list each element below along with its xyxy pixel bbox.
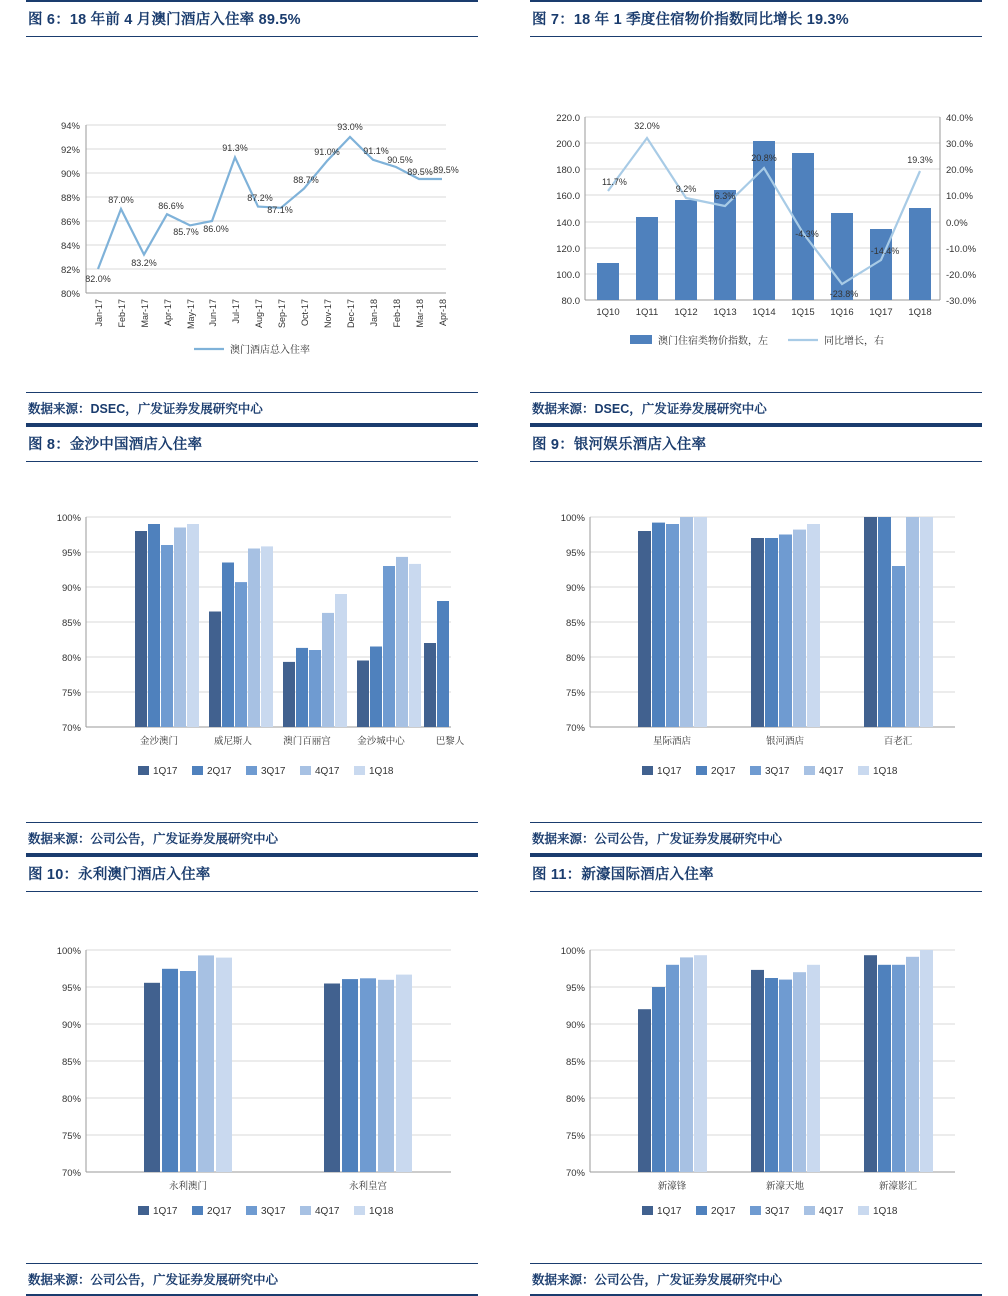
svg-text:Dec-17: Dec-17 [346, 299, 356, 329]
svg-text:89.5%: 89.5% [407, 167, 433, 177]
svg-text:70%: 70% [61, 1168, 81, 1179]
svg-text:4Q17: 4Q17 [315, 1206, 340, 1217]
svg-text:100%: 100% [560, 946, 585, 957]
svg-text:2Q17: 2Q17 [207, 766, 232, 777]
svg-text:1Q18: 1Q18 [908, 307, 932, 318]
svg-text:160.0: 160.0 [556, 191, 580, 202]
svg-text:同比增长，右: 同比增长，右 [824, 336, 884, 347]
svg-text:70%: 70% [565, 723, 585, 734]
svg-text:星际酒店: 星际酒店 [652, 736, 692, 747]
svg-text:银河酒店: 银河酒店 [765, 736, 805, 747]
svg-text:19.3%: 19.3% [907, 155, 933, 165]
fig11-svg [530, 892, 982, 1232]
svg-text:200.0: 200.0 [556, 139, 580, 150]
svg-text:4Q17: 4Q17 [819, 766, 844, 777]
svg-text:87.1%: 87.1% [267, 205, 293, 215]
svg-text:Feb-18: Feb-18 [392, 299, 402, 328]
svg-text:80%: 80% [565, 1094, 585, 1105]
svg-text:85%: 85% [565, 1057, 585, 1068]
svg-text:1Q17: 1Q17 [657, 1206, 682, 1217]
svg-text:Sep-17: Sep-17 [277, 299, 287, 329]
svg-text:3Q17: 3Q17 [765, 766, 790, 777]
panel-fig8 [0, 425, 504, 855]
fig10-source: 数据来源：公司公告，广发证券发展研究中心 [28, 1273, 279, 1287]
svg-text:Oct-17: Oct-17 [300, 299, 310, 327]
svg-text:新濠影汇: 新濠影汇 [878, 1181, 918, 1192]
fig7-source-rule [530, 392, 982, 393]
svg-text:1Q15: 1Q15 [791, 307, 815, 318]
svg-text:91.3%: 91.3% [222, 143, 248, 153]
fig9-svg [530, 462, 982, 792]
svg-text:4Q17: 4Q17 [819, 1206, 844, 1217]
svg-text:-30.0%: -30.0% [946, 296, 977, 307]
svg-text:70%: 70% [61, 723, 81, 734]
svg-text:1Q11: 1Q11 [635, 307, 659, 318]
fig9-chart [530, 462, 982, 797]
fig9-source: 数据来源：公司公告，广发证券发展研究中心 [532, 832, 783, 846]
svg-text:82%: 82% [60, 265, 80, 276]
fig8-chart [26, 462, 478, 797]
svg-text:84%: 84% [60, 241, 80, 252]
svg-text:86%: 86% [60, 217, 80, 228]
svg-text:Apr-17: Apr-17 [163, 299, 173, 327]
panel-fig10 [0, 855, 504, 1296]
svg-text:95%: 95% [565, 548, 585, 559]
svg-text:90.5%: 90.5% [387, 155, 413, 165]
svg-text:3Q17: 3Q17 [765, 1206, 790, 1217]
fig7-title: 图 7：18 年 1 季度住宿物价指数同比增长 19.3% [530, 2, 982, 37]
svg-text:87.2%: 87.2% [247, 193, 273, 203]
svg-text:1Q10: 1Q10 [596, 307, 620, 318]
fig10-svg [26, 892, 478, 1232]
svg-text:20.0%: 20.0% [946, 165, 973, 176]
svg-text:95%: 95% [61, 983, 81, 994]
svg-text:澳门百丽宫: 澳门百丽宫 [283, 736, 331, 747]
svg-text:86.0%: 86.0% [203, 224, 229, 234]
svg-text:83.2%: 83.2% [131, 258, 157, 268]
fig11-source-rule [530, 1263, 982, 1264]
fig8-svg [26, 462, 478, 792]
svg-text:2Q17: 2Q17 [711, 1206, 736, 1217]
svg-text:70%: 70% [565, 1168, 585, 1179]
svg-text:2Q17: 2Q17 [207, 1206, 232, 1217]
svg-text:80%: 80% [565, 653, 585, 664]
svg-text:1Q17: 1Q17 [153, 1206, 178, 1217]
fig7-source: 数据来源：DSEC，广发证券发展研究中心 [532, 402, 767, 416]
panel-fig9 [504, 425, 1008, 855]
svg-text:-4.3%: -4.3% [795, 229, 819, 239]
svg-text:4Q17: 4Q17 [315, 766, 340, 777]
svg-text:88%: 88% [60, 193, 80, 204]
svg-text:May-17: May-17 [186, 299, 196, 330]
fig6-source-rule [26, 392, 478, 393]
svg-text:89.5%: 89.5% [433, 165, 459, 175]
svg-text:85%: 85% [61, 1057, 81, 1068]
svg-text:120.0: 120.0 [556, 244, 580, 255]
svg-text:93.0%: 93.0% [337, 122, 363, 132]
svg-text:90%: 90% [61, 583, 81, 594]
svg-text:1Q18: 1Q18 [369, 1206, 394, 1217]
fig11-chart [530, 892, 982, 1237]
svg-text:85.7%: 85.7% [173, 227, 199, 237]
svg-text:Feb-17: Feb-17 [117, 299, 127, 328]
fig6-chart [26, 37, 478, 362]
svg-text:75%: 75% [565, 1131, 585, 1142]
svg-text:90%: 90% [60, 169, 80, 180]
fig6-svg [26, 37, 478, 357]
svg-text:Aug-17: Aug-17 [254, 299, 264, 329]
svg-text:85%: 85% [565, 618, 585, 629]
svg-text:金沙城中心: 金沙城中心 [357, 736, 405, 747]
svg-text:1Q16: 1Q16 [830, 307, 854, 318]
fig10-title: 图 10：永利澳门酒店入住率 [26, 857, 478, 892]
svg-text:9.2%: 9.2% [675, 184, 697, 194]
panel-fig11 [504, 855, 1008, 1296]
svg-text:永利澳门: 永利澳门 [168, 1181, 208, 1192]
svg-text:1Q18: 1Q18 [873, 766, 898, 777]
svg-text:94%: 94% [60, 121, 80, 132]
fig10-chart [26, 892, 478, 1237]
panel-fig6 [0, 0, 504, 425]
fig8-source: 数据来源：公司公告，广发证券发展研究中心 [28, 832, 279, 846]
svg-text:100%: 100% [56, 513, 81, 524]
fig6-source: 数据来源：DSEC，广发证券发展研究中心 [28, 402, 263, 416]
svg-text:75%: 75% [61, 1131, 81, 1142]
fig11-source: 数据来源：公司公告，广发证券发展研究中心 [532, 1273, 783, 1287]
svg-text:0.0%: 0.0% [946, 218, 968, 229]
svg-text:1Q18: 1Q18 [873, 1206, 898, 1217]
svg-text:百老汇: 百老汇 [883, 736, 913, 747]
svg-text:1Q17: 1Q17 [657, 766, 682, 777]
svg-text:Jan-18: Jan-18 [369, 299, 379, 327]
svg-text:82.0%: 82.0% [85, 274, 111, 284]
svg-text:1Q17: 1Q17 [869, 307, 893, 318]
svg-text:95%: 95% [61, 548, 81, 559]
svg-text:新濠锋: 新濠锋 [657, 1181, 687, 1192]
svg-text:-14.4%: -14.4% [870, 246, 900, 256]
svg-text:90%: 90% [565, 583, 585, 594]
svg-text:1Q17: 1Q17 [153, 766, 178, 777]
svg-text:180.0: 180.0 [556, 165, 580, 176]
svg-text:2Q17: 2Q17 [711, 766, 736, 777]
svg-text:10.0%: 10.0% [946, 191, 973, 202]
svg-text:20.8%: 20.8% [751, 153, 777, 163]
svg-text:-23.8%: -23.8% [829, 289, 859, 299]
svg-text:30.0%: 30.0% [946, 139, 973, 150]
svg-text:Mar-18: Mar-18 [415, 299, 425, 328]
svg-text:100%: 100% [56, 946, 81, 957]
svg-text:80.0: 80.0 [561, 296, 580, 307]
svg-text:80%: 80% [60, 289, 80, 300]
svg-text:6.3%: 6.3% [714, 191, 736, 201]
svg-text:新濠天地: 新濠天地 [765, 1181, 805, 1192]
fig9-title: 图 9：银河娱乐酒店入住率 [530, 427, 982, 462]
svg-text:91.0%: 91.0% [314, 147, 340, 157]
svg-text:Jun-17: Jun-17 [208, 299, 218, 327]
svg-text:1Q18: 1Q18 [369, 766, 394, 777]
svg-text:32.0%: 32.0% [634, 121, 660, 131]
fig8-source-rule [26, 822, 478, 823]
fig7-chart [530, 37, 982, 362]
panel-fig7 [504, 0, 1008, 425]
svg-text:91.1%: 91.1% [363, 146, 389, 156]
svg-text:巴黎人: 巴黎人 [435, 736, 465, 747]
svg-text:90%: 90% [61, 1020, 81, 1031]
svg-text:95%: 95% [565, 983, 585, 994]
svg-text:1Q12: 1Q12 [674, 307, 698, 318]
fig6-title: 图 6：18 年前 4 月澳门酒店入住率 89.5% [26, 2, 478, 37]
svg-text:75%: 75% [565, 688, 585, 699]
svg-text:80%: 80% [61, 653, 81, 664]
svg-text:220.0: 220.0 [556, 113, 580, 124]
svg-text:87.0%: 87.0% [108, 195, 134, 205]
svg-text:75%: 75% [61, 688, 81, 699]
svg-text:100%: 100% [560, 513, 585, 524]
fig8-title: 图 8：金沙中国酒店入住率 [26, 427, 478, 462]
svg-text:100.0: 100.0 [556, 270, 580, 281]
svg-text:86.6%: 86.6% [158, 201, 184, 211]
svg-text:92%: 92% [60, 145, 80, 156]
fig7-svg [530, 37, 982, 357]
svg-text:88.7%: 88.7% [293, 175, 319, 185]
fig11-title: 图 11：新濠国际酒店入住率 [530, 857, 982, 892]
svg-text:140.0: 140.0 [556, 218, 580, 229]
svg-text:85%: 85% [61, 618, 81, 629]
svg-text:3Q17: 3Q17 [261, 766, 286, 777]
svg-text:澳门酒店总入住率: 澳门酒店总入住率 [230, 345, 310, 356]
svg-text:3Q17: 3Q17 [261, 1206, 286, 1217]
svg-text:Mar-17: Mar-17 [140, 299, 150, 328]
svg-text:11.7%: 11.7% [602, 177, 627, 187]
svg-text:-20.0%: -20.0% [946, 270, 977, 281]
svg-text:Jan-17: Jan-17 [94, 299, 104, 327]
svg-text:80%: 80% [61, 1094, 81, 1105]
svg-text:1Q14: 1Q14 [752, 307, 776, 318]
svg-text:金沙澳门: 金沙澳门 [139, 736, 179, 747]
svg-text:90%: 90% [565, 1020, 585, 1031]
svg-text:-10.0%: -10.0% [946, 244, 977, 255]
fig10-source-rule [26, 1263, 478, 1264]
svg-text:1Q13: 1Q13 [713, 307, 737, 318]
svg-text:永利皇宫: 永利皇宫 [348, 1181, 388, 1192]
svg-text:40.0%: 40.0% [946, 113, 973, 124]
fig9-source-rule [530, 822, 982, 823]
svg-text:Apr-18: Apr-18 [438, 299, 448, 327]
svg-text:澳门住宿类物价指数，左: 澳门住宿类物价指数，左 [658, 336, 768, 347]
svg-text:Nov-17: Nov-17 [323, 299, 333, 329]
svg-text:威尼斯人: 威尼斯人 [213, 736, 253, 747]
svg-text:Jul-17: Jul-17 [231, 299, 241, 324]
